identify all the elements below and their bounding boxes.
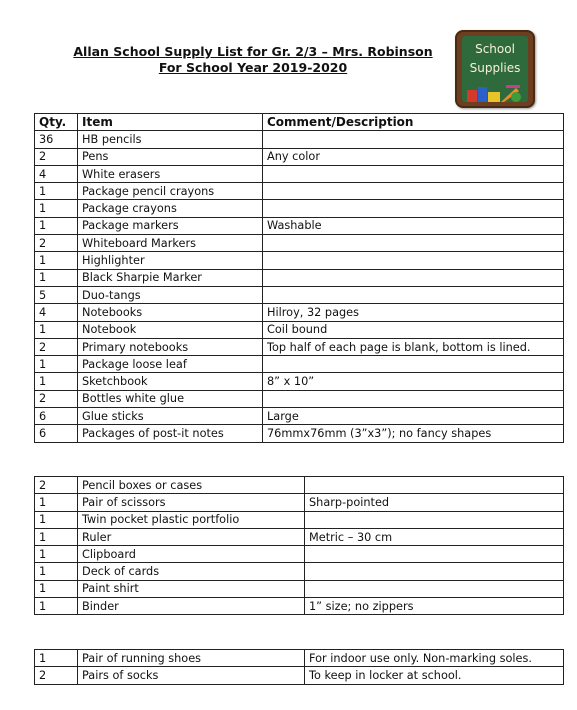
item-cell: Pens (78, 148, 263, 165)
comment-cell: Large (263, 408, 564, 425)
supply-table-main (34, 113, 564, 443)
table-row (35, 580, 564, 597)
item-cell: Duo-tangs (78, 286, 263, 303)
comment-cell (305, 563, 564, 580)
comment-cell: Coil bound (263, 321, 564, 338)
table-row (35, 563, 564, 580)
table-row (35, 494, 564, 511)
qty-cell: 1 (35, 269, 78, 286)
qty-cell: 2 (35, 390, 78, 407)
table-row (35, 650, 564, 667)
qty-cell: 2 (35, 477, 78, 494)
item-cell: Package crayons (78, 200, 263, 217)
item-cell: Sketchbook (78, 373, 263, 390)
item-cell: Pair of scissors (78, 494, 305, 511)
qty-cell: 1 (35, 528, 78, 545)
comment-cell (263, 200, 564, 217)
qty-cell: 1 (35, 494, 78, 511)
comment-cell (305, 546, 564, 563)
qty-cell: 2 (35, 148, 78, 165)
supplies-illustration-icon (466, 84, 524, 102)
qty-cell: 1 (35, 252, 78, 269)
table-row (35, 131, 564, 148)
item-cell: Pencil boxes or cases (78, 477, 305, 494)
comment-cell (263, 183, 564, 200)
document-title (70, 44, 436, 76)
qty-cell: 2 (35, 235, 78, 252)
item-cell: Highlighter (78, 252, 263, 269)
comment-cell: 76mmx76mm (3”x3”); no fancy shapes (263, 425, 564, 442)
school-supplies-logo (455, 30, 535, 108)
item-cell: Package loose leaf (78, 356, 263, 373)
supply-table-footwear (34, 649, 564, 685)
item-cell: Pair of running shoes (78, 650, 305, 667)
header-comment: Comment/Description (263, 114, 564, 131)
item-cell: Paint shirt (78, 580, 305, 597)
comment-cell (305, 511, 564, 528)
qty-cell: 1 (35, 373, 78, 390)
title-line-1: Allan School Supply List for Gr. 2/3 – Mrs. Robinson (73, 44, 433, 59)
table-row (35, 338, 564, 355)
qty-cell: 6 (35, 425, 78, 442)
qty-cell: 1 (35, 580, 78, 597)
item-cell: Package pencil crayons (78, 183, 263, 200)
qty-cell: 4 (35, 165, 78, 182)
comment-cell: For indoor use only. Non-marking soles. (305, 650, 564, 667)
comment-cell: 8” x 10” (263, 373, 564, 390)
comment-cell (305, 477, 564, 494)
table-row (35, 477, 564, 494)
qty-cell: 6 (35, 408, 78, 425)
comment-cell: Sharp-pointed (305, 494, 564, 511)
qty-cell: 1 (35, 563, 78, 580)
table-row (35, 528, 564, 545)
table-row (35, 269, 564, 286)
qty-cell: 2 (35, 338, 78, 355)
table-row (35, 217, 564, 234)
comment-cell: 1” size; no zippers (305, 598, 564, 615)
comment-cell: Top half of each page is blank, bottom is lined. (263, 338, 564, 355)
qty-cell: 1 (35, 356, 78, 373)
item-cell: Bottles white glue (78, 390, 263, 407)
qty-cell: 1 (35, 650, 78, 667)
table-header-row (35, 114, 564, 131)
header-item: Item (78, 114, 263, 131)
table-row (35, 511, 564, 528)
comment-cell (305, 580, 564, 597)
comment-cell: Metric – 30 cm (305, 528, 564, 545)
logo-text-line-1: School (475, 42, 515, 56)
item-cell: White erasers (78, 165, 263, 182)
qty-cell: 1 (35, 511, 78, 528)
item-cell: Package markers (78, 217, 263, 234)
qty-cell: 4 (35, 304, 78, 321)
comment-cell (263, 286, 564, 303)
qty-cell: 1 (35, 598, 78, 615)
logo-text-line-2: Supplies (469, 61, 521, 75)
comment-cell (263, 165, 564, 182)
table-row (35, 183, 564, 200)
item-cell: Notebook (78, 321, 263, 338)
item-cell: Clipboard (78, 546, 305, 563)
qty-cell: 2 (35, 667, 78, 684)
item-cell: Pairs of socks (78, 667, 305, 684)
qty-cell: 1 (35, 200, 78, 217)
table-row (35, 390, 564, 407)
item-cell: Whiteboard Markers (78, 235, 263, 252)
header-qty: Qty. (35, 114, 78, 131)
table-row (35, 235, 564, 252)
table-row (35, 598, 564, 615)
item-cell: HB pencils (78, 131, 263, 148)
qty-cell: 1 (35, 217, 78, 234)
table-row (35, 373, 564, 390)
comment-cell: Any color (263, 148, 564, 165)
item-cell: Deck of cards (78, 563, 305, 580)
comment-cell (263, 235, 564, 252)
table-row (35, 252, 564, 269)
comment-cell (263, 252, 564, 269)
comment-cell (263, 356, 564, 373)
qty-cell: 36 (35, 131, 78, 148)
table-row (35, 321, 564, 338)
item-cell: Ruler (78, 528, 305, 545)
comment-cell (263, 131, 564, 148)
item-cell: Glue sticks (78, 408, 263, 425)
supply-table-secondary (34, 476, 564, 615)
item-cell: Notebooks (78, 304, 263, 321)
item-cell: Twin pocket plastic portfolio (78, 511, 305, 528)
chalkboard (462, 36, 528, 102)
item-cell: Packages of post-it notes (78, 425, 263, 442)
comment-cell (263, 269, 564, 286)
table-row (35, 165, 564, 182)
table-row (35, 286, 564, 303)
comment-cell: Washable (263, 217, 564, 234)
title-line-2: For School Year 2019-2020 (158, 60, 348, 75)
comment-cell (263, 390, 564, 407)
qty-cell: 1 (35, 183, 78, 200)
qty-cell: 5 (35, 286, 78, 303)
item-cell: Binder (78, 598, 305, 615)
table-row (35, 304, 564, 321)
table-row (35, 356, 564, 373)
table-row (35, 425, 564, 442)
qty-cell: 1 (35, 546, 78, 563)
qty-cell: 1 (35, 321, 78, 338)
table-row (35, 200, 564, 217)
comment-cell: To keep in locker at school. (305, 667, 564, 684)
item-cell: Primary notebooks (78, 338, 263, 355)
table-row (35, 408, 564, 425)
item-cell: Black Sharpie Marker (78, 269, 263, 286)
table-row (35, 148, 564, 165)
comment-cell: Hilroy, 32 pages (263, 304, 564, 321)
table-row (35, 667, 564, 684)
table-row (35, 546, 564, 563)
